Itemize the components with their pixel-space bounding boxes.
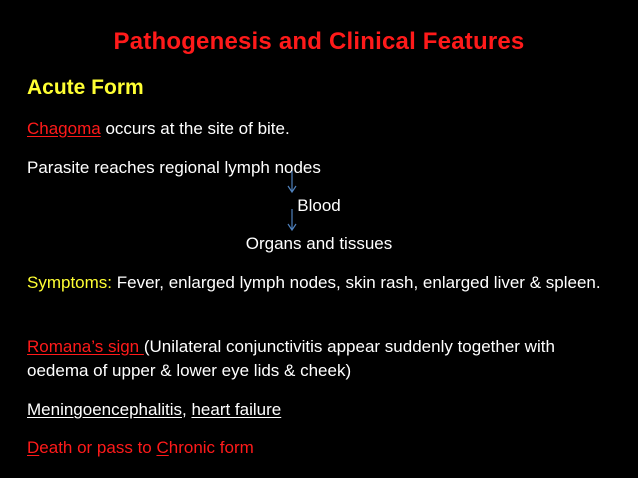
chronic-initial: C (156, 438, 169, 457)
outcome-line (27, 437, 254, 459)
chagoma-description: occurs at the site of bite. (100, 119, 290, 138)
slide-title: Pathogenesis and Clinical Features (113, 28, 525, 55)
symptoms-label: Symptoms: (27, 273, 113, 292)
flow-step-organs: Organs and tissues (245, 234, 393, 253)
romana-term: Romana’s sign (27, 337, 144, 356)
meningoencephalitis-term: Meningoencephalitis (27, 400, 182, 419)
complications-line (27, 399, 281, 421)
chagoma-line (27, 118, 290, 140)
down-arrow-icon (286, 170, 298, 194)
death-middle: eath or pass to (39, 438, 157, 457)
romana-text: (Unilateral conjunctivitis appear suddenly together with oedema of upper & lower eye lids & cheek) (27, 337, 555, 380)
romana-paragraph (27, 335, 617, 383)
section-subtitle: Acute Form (27, 76, 144, 99)
heart-failure-term: heart failure (191, 400, 282, 419)
symptoms-text: Fever, enlarged lymph nodes, skin rash, enlarged liver & spleen. (112, 273, 601, 292)
separator-comma: , (182, 400, 192, 419)
symptoms-paragraph (27, 271, 617, 295)
down-arrow-icon (286, 208, 298, 232)
chagoma-term: Chagoma (27, 119, 101, 138)
flow-step-blood: Blood (297, 196, 341, 215)
death-initial: D (27, 438, 40, 457)
flow-step-lymph-nodes: Parasite reaches regional lymph nodes (27, 158, 321, 177)
chronic-end: hronic form (168, 438, 254, 457)
